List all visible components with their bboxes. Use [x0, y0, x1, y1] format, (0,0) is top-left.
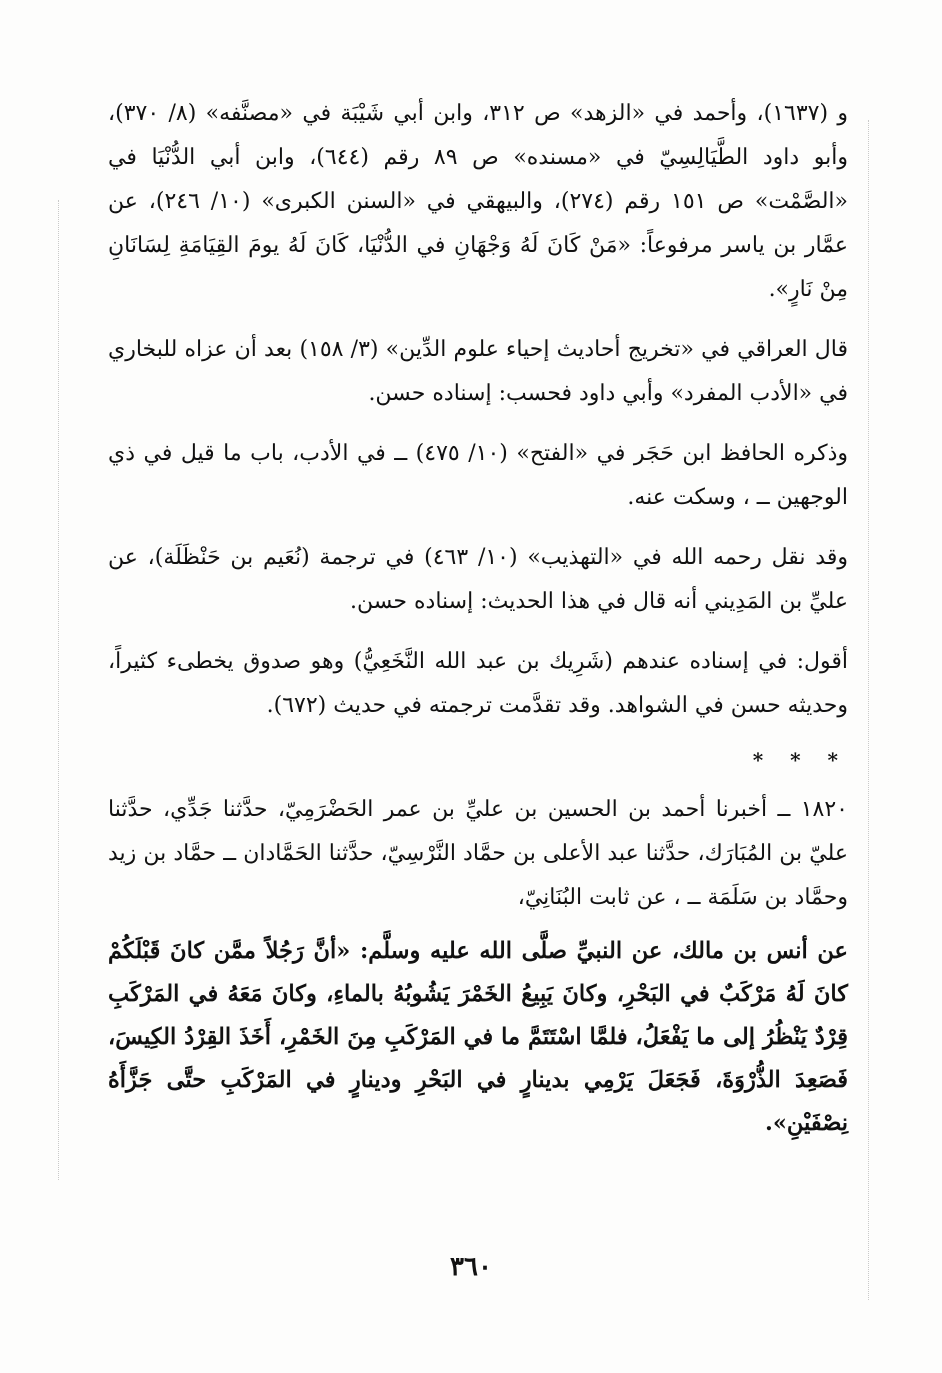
- hadith-chain: ١٨٢٠ ــ أخبرنا أحمد بن الحسين بن عليِّ بن عمر الحَضْرَمِيّ، حدَّثنا جَدِّي، حدَّثنا عليّ بن المُبَارَك، حدَّثنا عبد الأعلى بن حمَّاد النَّرْسِيّ، حدَّثنا الحَمَّادان ــ حمَّاد بن زيد وحمَّاد بن سَلَمَة ــ ، عن ثابت البُنَانِيّ،: [108, 797, 848, 910]
- scan-fold-line: [58, 200, 59, 1180]
- paragraph-tahdhib: وقد نقل رحمه الله في «التهذيب» (١٠/ ٤٦٣) في ترجمة (نُعَيم بن حَنْظَلَة)، عن عليِّ بن المَدِيني أنه قال في هذا الحديث: إسناده حسن.: [108, 545, 848, 614]
- scan-fold-line: [868, 120, 869, 1300]
- paragraph-comment: أقول: في إسناده عندهم (شَرِيك بن عبد الله النَّخَعِيُّ) وهو صدوق يخطىء كثيراً، وحديثه حسن في الشواهد. وقد تقدَّمت ترجمته في حديث (٦٧٢).: [108, 649, 848, 718]
- paragraph-ibn-hajar: وذكره الحافظ ابن حَجَر في «الفتح» (١٠/ ٤٧٥) ــ في الأدب، باب ما قيل في ذي الوجهين ــ ، وسكت عنه.: [108, 441, 849, 510]
- page-text: [108, 92, 848, 1161]
- paragraph-citations: و (١٦٣٧)، وأحمد في «الزهد» ص ٣١٢، وابن أبي شَيْبَة في «مصنَّفه» (٨/ ٣٧٠)، وأبو داود الطَّيَالِسِيّ في «مسنده» ص ٨٩ رقم (٦٤٤)، وابن أبي الدُّنْيَا في «الصَّمْت» ص ١٥١ رقم (٢٧٤)، والبيهقي في «السنن الكبرى» (١٠/ ٢٤٦)، عن عمَّار بن ياسر مرفوعاً: «مَنْ كَانَ لَهُ وَجْهَانِ في الدُّنْيَا، كَانَ لَهُ يومَ القِيَامَةِ لِسَانَانِ مِنْ نَارٍ».: [108, 101, 849, 302]
- page-number: ٣٦٠: [450, 1252, 492, 1282]
- section-separator: * * *: [752, 748, 848, 772]
- hadith-text: عن أنس بن مالك، عن النبيِّ صلَّى الله عليه وسلَّم: «أنَّ رَجُلاً ممَّن كانَ قَبْلَكُمْ كانَ لَهُ مَرْكَبٌ في البَحْرِ، وكانَ يَبِيعُ الخَمْرَ يَشُوبُهُ بالماءِ، وكانَ مَعَهُ في المَرْكَبِ قِرْدٌ يَنْظُرُ إلى ما يَفْعَلُ، فلمَّا اسْتَتَمَّ ما في المَرْكَبِ مِنَ الخَمْرِ، أَخَذَ القِرْدُ الكِيسَ، فَصَعِدَ الذُّرْوَةَ، فَجَعَلَ يَرْمِي بدينارٍ في البَحْرِ ودينارٍ في المَرْكَبِ حتَّى جَزَّأَهُ نِصْفَيْنِ».: [108, 938, 848, 1136]
- paragraph-iraqi: قال العراقي في «تخريج أحاديث إحياء علوم الدِّين» (٣/ ١٥٨) بعد أن عزاه للبخاري في «الأدب المفرد» وأبي داود فحسب: إسناده حسن.: [108, 337, 849, 406]
